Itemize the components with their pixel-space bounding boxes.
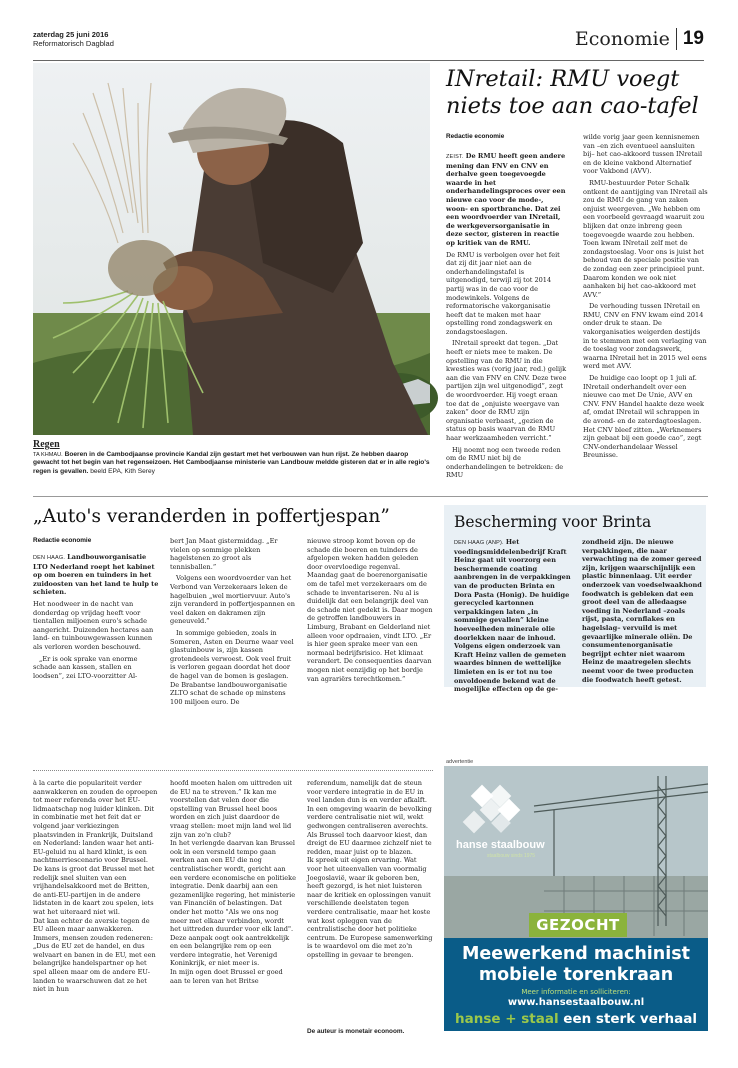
article-lead: Landbouworganisatie LTO Nederland roept het kabinet op om boeren en tuinders in het zuidoosten van het land te hulp te schieten. <box>33 553 159 597</box>
ad-website-link[interactable]: www.hansestaalbouw.nl <box>507 997 645 1008</box>
paragraph: Volgens een woordvoerder van het Verbond van Verzekeraars leken de hagelbuien „wel mortiervuur. Auto's zijn veranderd in poffertjespannen en veel daken en dakramen zijn geneuveld.” <box>170 574 296 626</box>
paragraph: „Er is ook sprake van enorme schade aan kassen, stallen en loodsen”, zei LTO-voorzitter Al- <box>33 654 138 680</box>
paragraph: nieuwe stroop komt boven op de schade die boeren en tuinders de afgelopen weken hadden geleden door overvloedige regenval. Maandag gaat de boerenorganisatie om de tafel met verzekeraars om de schade te inventariseren. Nu al is duidelijk dat een belangrijk deel van de schade niet gedekt is. Daar mogen de getroffen landbouwers in Limburg, Brabant en Gelderland niet alleen voor opdraaien, vindt LTO. „Er is hier geen sprake meer van een normaal bedrijfsrisico. Het klimaat verandert. De consequenties daarvan mogen niet eenzijdig op het bordje van agrariërs terechtkomen.” <box>307 537 433 683</box>
news-photo <box>33 63 430 435</box>
article-column <box>33 553 159 698</box>
article-headline-autos: „Auto's veranderden in poffertjespan” <box>33 506 390 527</box>
paragraph: De huidige cao loopt op 1 juli af. INretail onderhandelt over een nieuwe cao met De Unie, AVV en CNV. FNV Handel haakte deze week af, omdat INretail wil schrappen in de avond- en de zaterdagtoeslagen. Het CNV bleef zitten. „Werknemers zijn gebaat bij een goede cao”, zegt CNV-onderhandelaar Wessel Breunisse. <box>583 374 704 460</box>
section-rule <box>33 496 708 497</box>
paragraph: bert Jan Maat gistermiddag. „Er vielen op sommige plekken hagelstenen zo groot als tennisballen.” <box>170 537 278 571</box>
article-column: à la carte die populariteit verder aanwakkeren en zouden de oproepen tot meer referenda over het EU-lidmaatschap nog luider klinken. Dit in combinatie met het feit dat er volgend jaar verkiezingen plaatsvinden in Frankrijk, Duitsland en Nederland: landen waar het anti-EU-geluid nu al hard klinkt, is een nachtmerriescenario voor Brussel. De kans is groot dat Brussel met het redelijk snel sluiten van een vrijhandelsakkoord met de Britten, de anti-EU-partijen in de andere lidstaten in de kaart zou spelen, iets wat het uiteraard niet wil. Dat kan echter de aversie tegen de EU alleen maar aanwakkeren. Immers, mensen zouden redeneren: „Dus de EU zet de handel, en dus welvaart en banen in de EU, met een belangrijke handelspartner op het spel alleen maar om de andere EU-landen te waarschuwen dat ze het niet in hun <box>33 779 158 994</box>
caption-title: Regen <box>33 439 60 450</box>
article-column: referendum, namelijk dat de steun voor verdere integratie in de EU in veel landen dun is en verder afkalft. In een omgeving waarin de bevolking verdere centralisatie niet wil, wekt gedwongen centraliseren averechts. Als Brussel toch daarvoor kiest, dan dreigt de EU daarmee zichzelf niet te redden, maar juist op te blazen. Ik spreek uit eigen ervaring. Wat voor het uiteenvallen van voormalig Joegoslavië, waar ik geboren ben, heeft gezorgd, is het niet luisteren naar de kritiek en oplossingen vanuit verschillende deelstaten tegen verdere centralisatie, maar het koste wat kost opleggen van de centralistische door het politieke centrum. De Europese samenwerking is te waardevol om die met zo'n opstelling in gevaar te brengen. <box>307 779 433 959</box>
dateline: ZEIST. <box>446 154 464 160</box>
dateline: DEN HAAG. <box>33 555 66 561</box>
article-column <box>446 152 567 487</box>
author-line: De auteur is monetair econoom. <box>307 1028 405 1035</box>
wanted-badge: GEZOCHT <box>529 913 627 937</box>
ad-info-panel <box>444 938 708 1031</box>
paragraph: INretail spreekt dat tegen. „Dat heeft er niets mee te maken. De opstelling van de RMU in die kwesties was (vorig jaar, red.) gelijk aan die van FNV en CNV. Deze twee partijen zijn wel uitgenodigd”, zegt de woordvoerder. Hij voegt eraan toe dat de „onjuiste weergave van zaken” door de RMU zijn organisatie verbaast, „gezien de status op basis waarvan de RMU haar werkzaamheden verricht.” <box>446 339 567 442</box>
paragraph: De RMU is verbolgen over het feit dat zij dit jaar niet aan de onderhandelingstafel is uitgenodigd, terwijl zij tot 2014 partij was in de cao voor de modewinkels. Volgens de reformatorische vakorganisatie heeft dat te maken met haar opstelling rond zondagswerk en zondagstoeslagen. <box>446 250 560 336</box>
job-title-line1: Meewerkend machinist <box>461 944 691 964</box>
photo-caption <box>33 441 433 476</box>
slogan-text: een sterk verhaal <box>558 1011 697 1027</box>
dotted-rule <box>33 770 433 771</box>
article-column <box>583 133 708 487</box>
paragraph: In sommige gebieden, zoals in Someren, Asten en Deurne waar veel glastuinbouw is, zijn kassen grotendeels verwoest. Ook veel fruit is verloren gegaan doordat het door de hagel van de bomen is geslagen. De Brabantse landbouworganisatie ZLTO schat de schade op minstens 100 miljoen euro. De <box>170 628 294 706</box>
issue-date: zaterdag 25 juni 2016 <box>33 30 109 39</box>
paragraph: wilde vorig jaar geen kennisnemen van –en zich eventueel aansluiten bij– het cao-akkoord tussen INretail en de kleine vakbond Alternatief voor Vakbond (AVV). <box>583 133 703 176</box>
masthead <box>33 30 114 48</box>
dateline: DEN HAAG (ANP). <box>454 540 504 546</box>
caption-place: TA KHMAU. <box>33 451 63 458</box>
paper-name: Reformatorisch Dagblad <box>33 39 114 48</box>
job-advertisement[interactable] <box>444 766 708 1031</box>
article-byline: Redactie economie <box>446 133 505 140</box>
header-divider <box>676 28 677 50</box>
paragraph: Hij noemt nog een tweede reden om de RMU niet bij de onderhandelingen te betrekken: de RMU <box>446 445 564 480</box>
ad-logo: hanse staalbouw <box>456 839 545 851</box>
article-column <box>454 538 572 694</box>
paragraph: zondheid zijn. De nieuwe verpakkingen, die naar verwachting na de zomer gereed zijn, krijgen waarschijnlijk een plastic binnenlaag. Uit eerder onderzoek van voedselwaakhond foodwatch is gebleken dat een groot deel van de alledaagse voeding in Nederland –zoals rijst, pasta, cornflakes en hagelslag– vervuild is met gevaarlijke minerale oliën. De consumentenorganisatie begrijpt echter niet waarom Heinz de maatregelen slechts neemt voor de twee producten die foodwatch heeft getest. <box>582 538 702 684</box>
paragraph: Het noodweer in de nacht van donderdag op vrijdag heeft voor tientallen miljoenen euro's schade aangericht. Duizenden hectares aan land- en tuinbouwgewassen kunnen als verloren worden beschouwd. <box>33 599 154 651</box>
farmer-rice-illustration <box>33 63 430 435</box>
section-title: Economie <box>574 28 670 50</box>
photo-credit: beeld EPA, Kith Serey <box>90 467 155 475</box>
article-byline: Redactie economie <box>33 537 92 544</box>
ad-info-text: Meer informatie en solliciteren: <box>521 988 631 996</box>
brinta-box <box>444 505 706 694</box>
article-column <box>582 538 702 686</box>
ad-logo-tagline: staalbouw sinds 1975 <box>487 853 536 859</box>
caption-text: Boeren in de Cambodjaanse provincie Kandal zijn gestart met het verbouwen van hun rijst. Ze hebben daarop gewacht tot het begin van het regenseizoen. Het Cambodjaanse ministerie van Landbouw meldde gisteren dat er in alle regio's regen is gevallen. <box>33 450 430 475</box>
author-note <box>307 1027 433 1039</box>
job-title-line2: mobiele torenkraan <box>478 965 674 985</box>
header-rule <box>33 60 704 61</box>
slogan-brand: hanse + staal <box>455 1011 559 1027</box>
article-column <box>170 537 296 706</box>
article-headline-inretail: INretail: RMU voegt niets toe aan cao-tafel <box>446 66 699 119</box>
article-headline-brinta: Bescherming voor Brinta <box>454 513 652 531</box>
page-number: 19 <box>682 28 704 49</box>
section-header <box>575 28 704 50</box>
ad-slogan <box>444 1008 708 1031</box>
article-lead: De RMU heeft geen andere mening dan FNV en CNV en derhalve geen toegevoegde waarde in het onderhandelingsproces over een nieuwe cao voor de mode-, woon- en sportbranche. Dat zei een woordvoerder van INretail, de werkgeversorganisatie in deze sector, gisteren in reactie op kritiek van de RMU. <box>446 152 566 247</box>
paragraph: RMU-bestuurder Peter Schalk ontkent de aantijging van INretail als zou de RMU de gang van zaken onjuist weergeven. „We hebben om een voorbeeld gevraagd waaruit zou blijken dat onze inbreng geen toegevoegde waarde zou hebben. Toen kwam INretail zelf met de zondagstoeslag. Voor ons is juist het behoud van de speciale positie van de zondag een zeer principieel punt. Daarom konden we ook niet aanhaken bij het cao-akkoord met AVV.” <box>583 178 708 299</box>
article-column <box>307 537 433 698</box>
paragraph: Het voedingsmiddelenbedrijf Kraft Heinz gaat uit voorzorg een beschermende coating aanbrengen in de verpakkingen van de producten Brinta en Dora Pasta (Honig). De huidige gerecycled kartonnen verpakkingen laten „in sommige gevallen” kleine hoeveelheden minerale olie doorlekken naar de inhoud. Volgens eigen onderzoek van Kraft Heinz vallen de gemeten waardes binnen de wettelijke limieten en is er tot nu toe onvoldoende bekend wat de mogelijke effecten op de ge- <box>454 538 571 694</box>
paragraph: De verhouding tussen INretail en RMU, CNV en FNV kwam eind 2014 onder druk te staan. De vakorganisaties weigerden destijds in te stemmen met een verlaging van de toeslag voor zondagswerk, waarna INretail het in 2015 wel eens werd met AVV. <box>583 302 707 371</box>
article-column: hoofd moeten halen om uittreden uit de EU na te streven.” Ik kan me voorstellen dat velen door die opstelling van Brussel heel boos worden en zich juist daardoor de vraag stellen: moet mijn land wel lid zijn van zo'n club? In het verlengde daarvan kan Brussel ook in een versneld tempo gaan werken aan een EU die nog centralistischer wordt, gericht aan een verdere economische en politieke integratie. Denk daarbij aan een gezamenlijke regering, het ministerie van Financiën of belastingen. Dat onder het motto "Als we ons nog meer met elkaar verbinden, wordt het uittreden duurder voor elk land". Deze aanpak oogt ook aantrekkelijk en een belangrijke rem op een verdere integratie, het Verenigd Koninkrijk, er niet meer is. In mijn ogen doet Brussel er goed aan te leren van het Britse <box>170 779 296 985</box>
ad-label: advertentie <box>446 759 474 765</box>
